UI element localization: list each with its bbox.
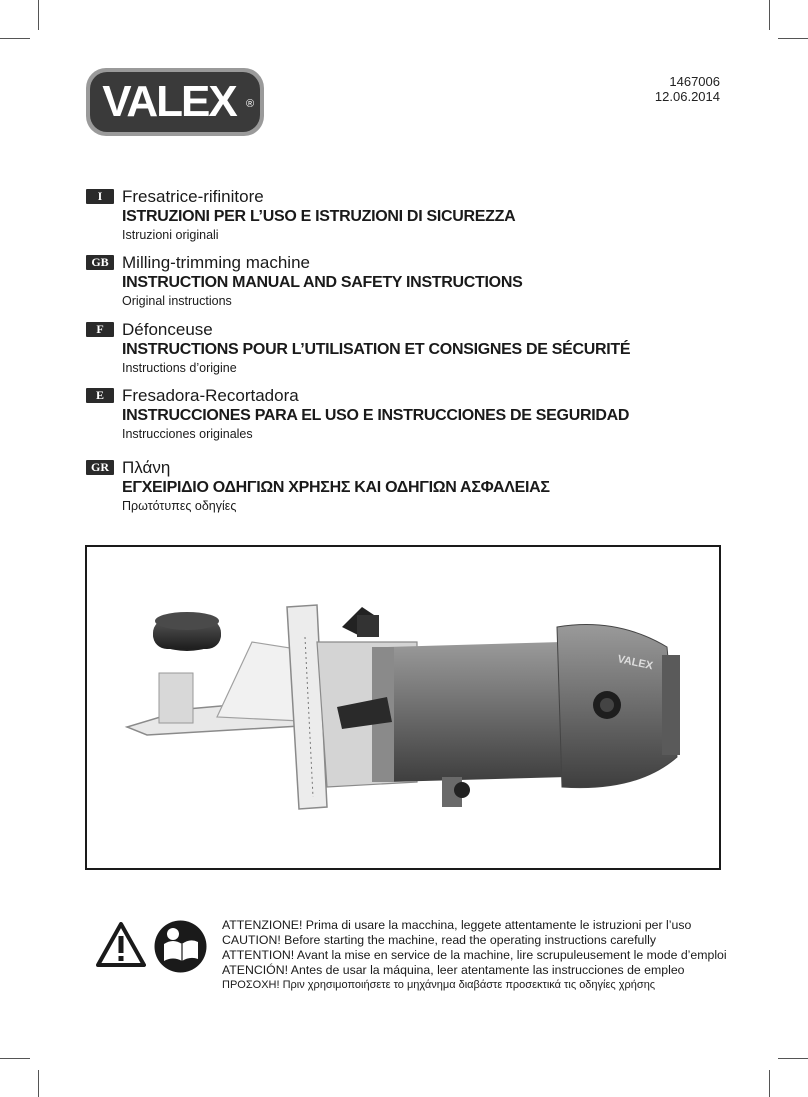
document-meta xyxy=(655,74,720,104)
valex-logo xyxy=(85,67,265,137)
crop-mark xyxy=(0,38,30,39)
trimmer-illustration xyxy=(87,547,719,868)
housing-label: VALEX xyxy=(616,653,654,673)
read-manual-icon xyxy=(153,919,208,979)
document-date: 12.06.2014 xyxy=(654,89,720,104)
product-photo xyxy=(85,545,721,870)
crop-mark xyxy=(769,0,770,30)
language-badge: F xyxy=(86,322,114,337)
warning-line-en: CAUTION! Before starting the machine, read the operating instructions carefully xyxy=(222,933,657,947)
manual-title: ISTRUZIONI PER L’USO E ISTRUZIONI DI SICUREZZA xyxy=(122,208,516,225)
tool-name: Milling-trimming machine xyxy=(122,253,310,272)
manual-title: INSTRUCTIONS POUR L’UTILISATION ET CONSIGNES DE SÉCURITÉ xyxy=(122,341,631,358)
original-note: Instrucciones originales xyxy=(122,427,253,441)
warning-triangle-icon xyxy=(96,922,146,972)
language-badge: GR xyxy=(86,460,114,475)
crop-mark xyxy=(38,1070,39,1097)
warning-line-gr: ΠΡΟΣΟΧΗ! Πριν χρησιμοποιήσετε το μηχάνημα διαβάστε προσεκτικά τις οδηγίες χρήσης xyxy=(222,979,656,991)
original-note: Πρωτότυπες οδηγίες xyxy=(122,499,237,513)
tool-name: Défonceuse xyxy=(122,320,213,339)
crop-mark xyxy=(778,1058,808,1059)
language-badge: I xyxy=(86,189,114,204)
warning-line-fr: ATTENTION! Avant la mise en service de la machine, lire scrupuleusement le mode d’emploi xyxy=(222,948,727,962)
tool-name: Fresatrice-rifinitore xyxy=(122,187,264,206)
language-badge: E xyxy=(86,388,114,403)
logo-wordmark: VALEX xyxy=(102,77,236,126)
manual-title: INSTRUCCIONES PARA EL USO E INSTRUCCIONES DE SEGURIDAD xyxy=(122,407,630,424)
crop-mark xyxy=(38,0,39,30)
registered-mark: ® xyxy=(245,98,255,110)
warning-line-it: ATTENZIONE! Prima di usare la macchina, leggete attentamente le istruzioni per l’uso xyxy=(222,918,692,932)
tool-name: Fresadora-Recortadora xyxy=(122,386,299,405)
manual-title: INSTRUCTION MANUAL AND SAFETY INSTRUCTIONS xyxy=(122,274,523,291)
safety-warnings xyxy=(222,918,727,993)
original-note: Original instructions xyxy=(122,294,232,308)
document-code: 1467006 xyxy=(669,74,720,89)
crop-mark xyxy=(0,1058,30,1059)
crop-mark xyxy=(769,1070,770,1097)
warning-line-es: ATENCIÓN! Antes de usar la máquina, leer atentamente las instrucciones de empleo xyxy=(222,963,685,977)
crop-mark xyxy=(778,38,808,39)
language-badge: GB xyxy=(86,255,114,270)
original-note: Istruzioni originali xyxy=(122,228,219,242)
tool-name: Πλάνη xyxy=(122,458,171,477)
manual-title: ΕΓΧΕΙΡΙΔΙΟ ΟΔΗΓΙΩΝ ΧΡΗΣΗΣ ΚΑΙ ΟΔΗΓΙΩΝ ΑΣΦΑΛΕΙΑΣ xyxy=(122,479,550,496)
original-note: Instructions d’origine xyxy=(122,361,237,375)
